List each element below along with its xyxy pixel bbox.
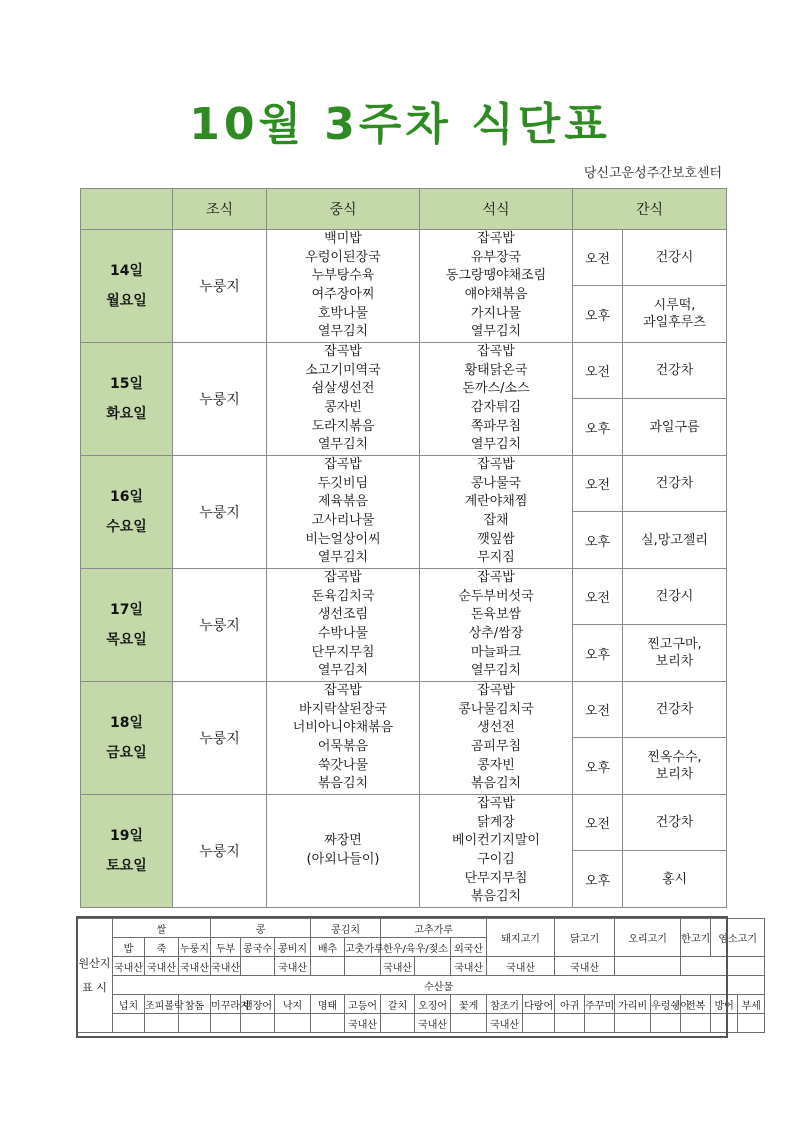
header-blank [81,189,173,230]
seafood-name: 참돔 [179,995,211,1014]
snack-pm-item [623,625,727,682]
day-date: 19일 [109,828,143,844]
origin-label [77,919,113,1033]
seafood-origin [275,1014,311,1033]
snack-am-label: 오전 [573,456,623,512]
snack-line: 건강차 [655,363,694,378]
lunch-item: 우렁이된장국 [305,249,381,265]
origin-category: 쌀 [113,919,211,938]
seafood-name: 조피볼락 [145,995,179,1014]
origin-label-line: 원산지 [78,956,111,970]
origin-value: 국내산 [381,957,415,976]
seafood-origin [179,1014,211,1033]
day-of-week: 토요일 [106,858,147,874]
snack-line: 찐고구마, [647,637,702,652]
seafood-origin: 국내산 [345,1014,381,1033]
origin-subitem: 죽 [145,938,179,957]
seafood-name: 주꾸미 [585,995,615,1014]
snack-line: 건강시 [655,589,694,604]
header-snack: 간식 [573,189,727,230]
seafood-name: 오징어 [415,995,451,1014]
seafood-origin [711,1014,738,1033]
snack-line: 실,망고젤리 [641,532,708,548]
header-lunch: 중식 [267,189,420,230]
dinner-item: 잡곡밥 [477,683,515,699]
breakfast-cell: 누룽지 [173,343,267,456]
seafood-name: 가리비 [615,995,651,1014]
snack-line: 보리차 [655,654,694,669]
breakfast-cell: 누룽지 [173,456,267,569]
origin-label-line: 표 시 [82,980,107,994]
lunch-cell [267,343,420,456]
snack-line: 건강차 [655,815,694,830]
seafood-origin [145,1014,179,1033]
snack-am-label: 오전 [573,795,623,851]
origin-value: 국내산 [555,957,615,976]
dinner-item: 동그랑땡야채조림 [445,268,547,284]
snack-line: 건강시 [655,250,694,265]
lunch-item: 돈육김치국 [311,588,375,604]
origin-subitem: 콩비지 [275,938,311,957]
origin-value [311,957,345,976]
seafood-name: 다랑어 [523,995,555,1014]
dinner-item: 감자튀김 [470,400,522,415]
seafood-origin [681,1014,711,1033]
lunch-cell [267,682,420,795]
day-of-week: 수요일 [106,519,147,535]
header-breakfast: 조식 [173,189,267,230]
seafood-name: 낙지 [275,995,311,1014]
origin-value: 국내산 [179,957,211,976]
snack-pm-label: 오후 [573,851,623,908]
day-row [81,343,727,399]
dinner-item: 생선전 [477,720,515,736]
snack-pm-item [623,286,727,343]
day-of-week: 금요일 [106,745,147,761]
lunch-item: 잡곡밥 [324,683,362,699]
lunch-item: 생선조림 [317,607,369,623]
seafood-name: 참조기 [487,995,523,1014]
origin-seafood-row [77,976,765,995]
day-row [81,795,727,851]
lunch-item: (아외나들이) [306,852,380,867]
lunch-item: 누부탕수육 [311,268,375,284]
day-cell [81,343,173,456]
dinner-item: 무지짐 [477,550,515,566]
day-row [81,456,727,512]
day-cell [81,682,173,795]
dinner-cell [420,569,573,682]
seafood-origin [241,1014,275,1033]
lunch-item: 단무지무침 [311,644,375,660]
snack-line: 건강차 [655,702,694,717]
dinner-item: 계란야채찜 [464,494,528,510]
origin-value [415,957,451,976]
origin-value: 국내산 [275,957,311,976]
lunch-item: 바지락살된장국 [299,701,387,717]
snack-pm-label: 오후 [573,399,623,456]
seafood-origin [585,1014,615,1033]
lunch-cell [267,456,420,569]
origin-value [615,957,681,976]
seafood-origin [211,1014,241,1033]
seafood-name: 갈치 [381,995,415,1014]
origin-value: 국내산 [451,957,487,976]
seafood-name: 부세 [738,995,765,1014]
day-row [81,682,727,738]
dinner-cell [420,343,573,456]
lunch-item: 잡곡밥 [324,457,362,473]
origin-category: 닭고기 [555,919,615,957]
snack-line: 시루떡, [653,298,696,313]
day-of-week: 목요일 [106,632,147,648]
origin-value: 국내산 [211,957,241,976]
lunch-item: 열무김치 [317,550,369,566]
dinner-item: 단무지무침 [464,870,528,886]
menu-table [80,188,727,908]
breakfast-cell: 누룽지 [173,795,267,908]
snack-pm-item [623,512,727,569]
dinner-cell [420,230,573,343]
origin-category: 한고기 [681,919,711,957]
seafood-origin [615,1014,651,1033]
lunch-item: 백미밥 [324,231,362,247]
seafood-origin [555,1014,585,1033]
dinner-item: 얘야채볶음 [464,287,528,302]
dinner-item: 마늘파크 [470,644,522,660]
dinner-item: 순두부버섯국 [458,588,534,604]
lunch-item: 짜장면 [324,833,362,849]
seafood-name: 미꾸라지 [211,995,241,1014]
snack-line: 보리차 [655,767,694,782]
day-date: 14일 [109,263,143,279]
origin-value [241,957,275,976]
origin-row-4 [77,995,765,1014]
page-title: 10월 3주차 식단표 [189,99,611,150]
lunch-cell [267,230,420,343]
seafood-name: 꽃게 [451,995,487,1014]
snack-am-label: 오전 [573,230,623,286]
dinner-item: 볶음김치 [470,776,522,792]
lunch-item: 제육볶음 [317,494,369,510]
lunch-item: 어묵볶음 [317,739,369,754]
seafood-origin [523,1014,555,1033]
dinner-item: 닭계장 [477,814,515,830]
seafood-name: 고등어 [345,995,381,1014]
lunch-item: 열무김치 [317,663,369,679]
day-of-week: 월요일 [106,293,147,309]
snack-am-item [623,343,727,399]
origin-value [681,957,765,976]
header-dinner: 석식 [420,189,573,230]
menu-header-row [81,189,727,230]
dinner-cell [420,456,573,569]
origin-subitem: 두부 [211,938,241,957]
seafood-origin: 국내산 [415,1014,451,1033]
lunch-item: 쉼살생선전 [311,381,375,397]
snack-pm-item [623,851,727,908]
day-cell [81,569,173,682]
dinner-cell [420,682,573,795]
dinner-item: 열무김치 [470,324,522,340]
dinner-item: 베이컨기지말이 [452,833,540,849]
lunch-item: 고사리나물 [311,513,375,528]
snack-pm-label: 오후 [573,625,623,682]
seafood-name: 우렁쉥이 [651,995,681,1014]
dinner-item: 돈육보쌈 [470,607,522,623]
lunch-item: 두깃비딤 [317,475,369,491]
snack-line: 과일후루츠 [643,315,706,330]
origin-row-3 [77,957,765,976]
lunch-cell [267,569,420,682]
snack-am-item [623,569,727,625]
origin-category: 염소고기 [711,919,765,957]
day-row [81,569,727,625]
lunch-item: 볶음김치 [317,776,369,792]
dinner-item: 깻잎쌈 [477,531,515,547]
dinner-item: 잡곡밥 [477,457,515,473]
origin-subitem: 밥 [113,938,145,957]
snack-pm-label: 오후 [573,286,623,343]
snack-line: 건강차 [655,476,694,491]
seafood-name: 전복 [681,995,711,1014]
dinner-item: 잡곡밥 [477,231,515,247]
dinner-item: 상추/쌈장 [468,626,524,641]
snack-pm-label: 오후 [573,512,623,569]
day-cell [81,456,173,569]
dinner-item: 열무김치 [470,437,522,453]
lunch-item: 수박나물 [317,626,369,641]
day-of-week: 화요일 [106,406,147,422]
dinner-cell [420,795,573,908]
snack-am-label: 오전 [573,682,623,738]
origin-value: 국내산 [487,957,555,976]
dinner-item: 가지나물 [470,305,522,321]
snack-pm-label: 오후 [573,738,623,795]
origin-subitem: 배추 [311,938,345,957]
dinner-item: 돈까스/소스 [462,381,530,397]
lunch-item: 쑥갓나물 [317,757,369,773]
lunch-item: 잡곡밥 [324,570,362,586]
day-date: 17일 [109,602,143,618]
lunch-item: 도라지볶음 [311,418,375,434]
lunch-item: 호박나물 [317,305,369,321]
day-row [81,230,727,286]
origin-category: 오리고기 [615,919,681,957]
seafood-title: 수산물 [113,976,765,995]
lunch-item: 너비아니야채볶음 [292,720,394,736]
seafood-origin [113,1014,145,1033]
lunch-item: 열무김치 [317,324,369,340]
breakfast-cell: 누룽지 [173,230,267,343]
origin-category: 고추가루 [381,919,487,938]
lunch-item: 비는얼상이씨 [305,531,381,547]
origin-subitem: 누룽지 [179,938,211,957]
seafood-name: 넙치 [113,995,145,1014]
lunch-item: 콩자빈 [324,400,362,415]
day-date: 18일 [109,715,143,731]
origin-table [76,918,765,1033]
origin-value: 국내산 [145,957,179,976]
dinner-item: 잡곡밥 [477,796,515,812]
day-cell [81,795,173,908]
origin-category: 콩김치 [311,919,381,938]
origin-row-1 [77,919,765,938]
seafood-origin [451,1014,487,1033]
snack-am-item [623,230,727,286]
dinner-item: 쪽파무침 [470,418,522,434]
origin-category: 콩 [211,919,311,938]
origin-category: 돼지고기 [487,919,555,957]
dinner-item: 볶음김치 [470,889,522,905]
dinner-item: 콩자빈 [477,757,515,773]
lunch-cell [267,795,420,908]
breakfast-cell: 누룽지 [173,682,267,795]
center-name: 당신고운성주간보호센터 [583,166,722,181]
seafood-origin [738,1014,765,1033]
breakfast-cell: 누룽지 [173,569,267,682]
dinner-item: 구이김 [477,852,515,867]
seafood-origin: 국내산 [487,1014,523,1033]
snack-line: 홍시 [661,871,688,887]
dinner-item: 잡채 [483,513,509,528]
origin-value [345,957,381,976]
day-date: 15일 [109,376,143,392]
dinner-item: 콩나물국 [470,475,522,491]
dinner-item: 잡곡밥 [477,570,515,586]
snack-am-item [623,456,727,512]
lunch-item: 여주장아찌 [311,287,375,302]
origin-subitem: 한우/육우/젖소 [381,938,451,957]
dinner-item: 곰피무침 [470,739,522,754]
snack-am-label: 오전 [573,569,623,625]
snack-line: 과일구름 [649,419,700,435]
origin-subitem: 콩국수 [241,938,275,957]
dinner-item: 잡곡밥 [477,344,515,360]
lunch-item: 잡곡밥 [324,344,362,360]
seafood-name: 아귀 [555,995,585,1014]
seafood-origin [311,1014,345,1033]
seafood-origin [381,1014,415,1033]
dinner-item: 열무김치 [470,663,522,679]
lunch-item: 소고기미역국 [305,362,381,378]
day-date: 16일 [109,489,143,505]
origin-value: 국내산 [113,957,145,976]
origin-row-5 [77,1014,765,1033]
seafood-origin [651,1014,681,1033]
dinner-item: 콩나물김치국 [458,701,534,717]
dinner-item: 황태닭온국 [464,362,528,378]
seafood-name: 명태 [311,995,345,1014]
snack-am-label: 오전 [573,343,623,399]
seafood-name: 뱀장어 [241,995,275,1014]
snack-pm-item [623,399,727,456]
snack-pm-item [623,738,727,795]
seafood-name: 방어 [711,995,738,1014]
snack-line: 찐옥수수, [647,750,702,765]
dinner-item: 유부장국 [470,249,522,265]
snack-am-item [623,795,727,851]
snack-am-item [623,682,727,738]
origin-subitem: 외국산 [451,938,487,957]
origin-subitem: 고춧가루 [345,938,381,957]
day-cell [81,230,173,343]
lunch-item: 열무김치 [317,437,369,453]
